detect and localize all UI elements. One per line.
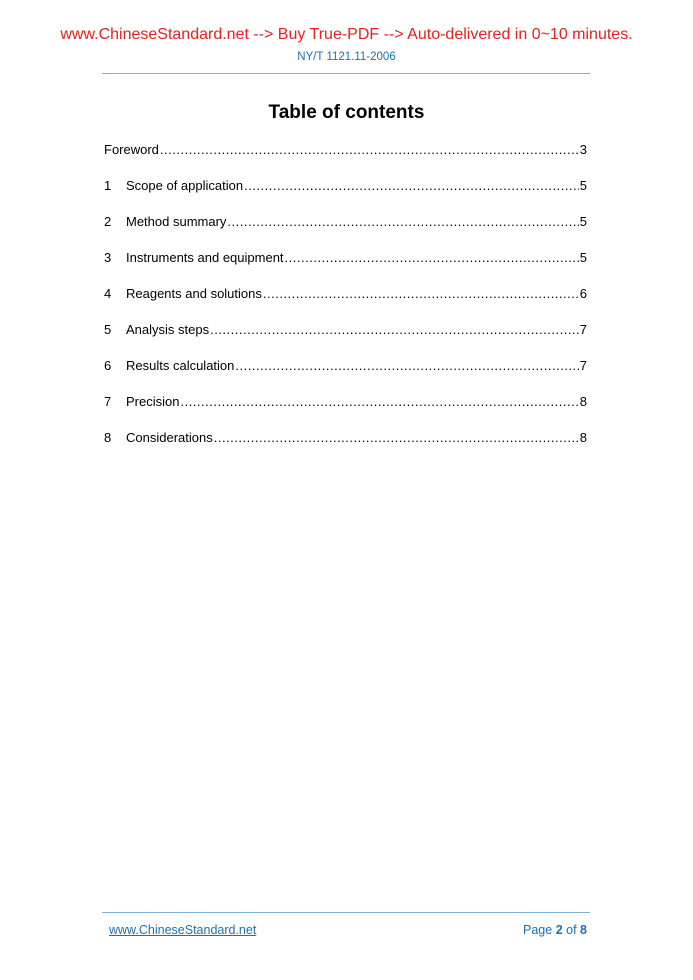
toc-entry-page: 7 — [579, 322, 587, 337]
toc-entry-number: 3 — [104, 250, 112, 265]
toc-entry-number: 6 — [104, 358, 112, 373]
toc-entry-page: 5 — [579, 250, 587, 265]
toc-entry-number: 5 — [104, 322, 112, 337]
toc-entry-label: Foreword — [104, 142, 159, 157]
page-indicator — [523, 923, 587, 937]
footer-divider — [102, 912, 590, 913]
toc-entry-page: 8 — [579, 430, 587, 445]
document-code: NY/T 1121.11-2006 — [297, 51, 396, 63]
current-page-number: 2 — [555, 923, 563, 937]
toc-entry-precision[interactable] — [104, 393, 587, 429]
toc-entry-reagents-and-solutions[interactable] — [104, 285, 587, 321]
toc-entry-method-summary[interactable] — [104, 213, 587, 249]
table-of-contents — [104, 141, 587, 465]
toc-entry-considerations[interactable] — [104, 429, 587, 465]
toc-dot-leader — [160, 141, 579, 159]
toc-dot-leader — [210, 321, 579, 339]
toc-dot-leader — [235, 357, 578, 375]
toc-dot-leader — [214, 429, 579, 447]
toc-entry-label: Results calculation — [126, 358, 235, 373]
toc-entry-number: 2 — [104, 214, 112, 229]
toc-entry-label: Instruments and equipment — [126, 250, 284, 265]
purchase-banner[interactable]: www.ChineseStandard.net --> Buy True-PDF --> Auto-delivered in 0~10 minutes. — [60, 26, 633, 43]
toc-entry-label: Considerations — [126, 430, 213, 445]
toc-entry-page: 3 — [579, 142, 587, 157]
toc-entry-scope-of-application[interactable] — [104, 177, 587, 213]
toc-entry-number: 8 — [104, 430, 112, 445]
toc-dot-leader — [180, 393, 578, 411]
toc-entry-label: Scope of application — [126, 178, 244, 193]
toc-entry-page: 8 — [579, 394, 587, 409]
page-of-label: of — [566, 923, 577, 937]
toc-entry-analysis-steps[interactable] — [104, 321, 587, 357]
toc-entry-label: Method summary — [126, 214, 227, 229]
toc-entry-page: 6 — [579, 286, 587, 301]
toc-dot-leader — [227, 213, 578, 231]
toc-entry-page: 5 — [579, 214, 587, 229]
toc-entry-number: 4 — [104, 286, 112, 301]
toc-entry-page: 5 — [579, 178, 587, 193]
header-divider — [102, 73, 590, 74]
toc-entry-results-calculation[interactable] — [104, 357, 587, 393]
toc-entry-page: 7 — [579, 358, 587, 373]
toc-entry-foreword[interactable] — [104, 141, 587, 177]
toc-entry-number: 7 — [104, 394, 112, 409]
page-title: Table of contents — [268, 102, 425, 123]
toc-entry-instruments-and-equipment[interactable] — [104, 249, 587, 285]
footer-website-link[interactable]: www.ChineseStandard.net — [109, 923, 257, 937]
total-pages-number: 8 — [580, 923, 587, 937]
toc-entry-label: Reagents and solutions — [126, 286, 262, 301]
toc-dot-leader — [263, 285, 579, 303]
toc-entry-label: Precision — [126, 394, 180, 409]
toc-dot-leader — [285, 249, 579, 267]
toc-dot-leader — [244, 177, 579, 195]
toc-entry-number: 1 — [104, 178, 112, 193]
page-prefix: Page — [523, 923, 553, 937]
toc-entry-label: Analysis steps — [126, 322, 210, 337]
